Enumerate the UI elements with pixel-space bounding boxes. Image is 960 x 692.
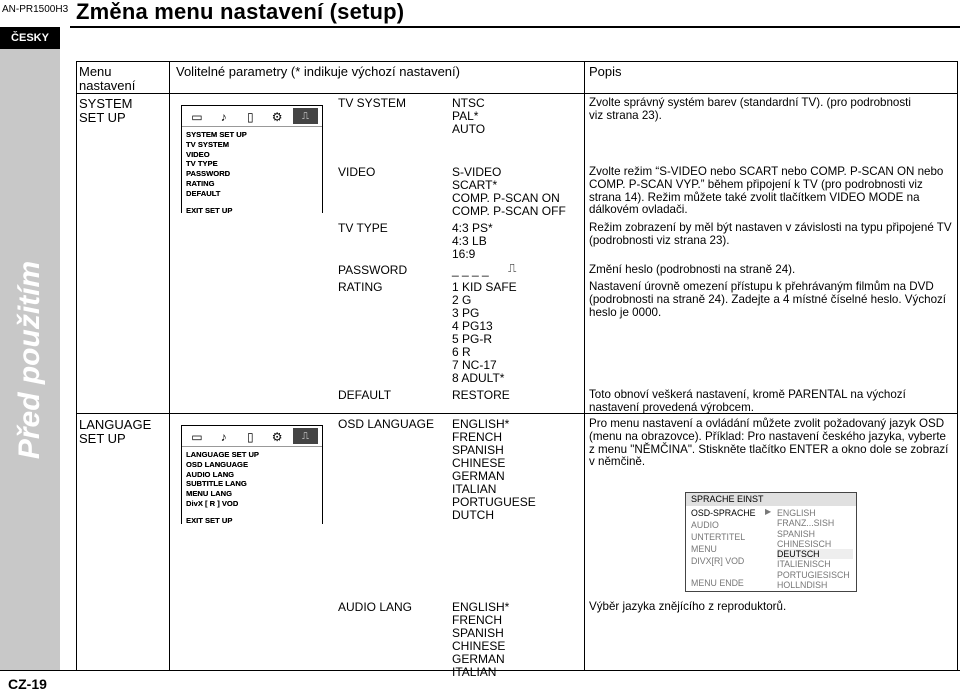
model-number: AN-PR1500H3 [2,4,69,15]
language-osd-menu [181,425,323,524]
param-option: 4:3 PS* [452,221,493,235]
header-desc: Popis [589,64,622,79]
osd-menu-item: VIDEO [186,149,210,159]
param-name: TV TYPE [338,221,388,235]
table-border-top [76,61,958,62]
osd-example-option: CHINESISCH [777,538,832,549]
osd-example-exit: MENU ENDE [691,578,744,588]
language-tab: ČESKY [0,27,60,49]
osd-example-option: SPANISH [777,528,815,539]
remote-icon: ▯ [247,110,254,124]
param-option: DUTCH [452,508,494,522]
param-option: ENGLISH* [452,600,510,614]
col-divider-1 [169,61,170,670]
param-name: OSD LANGUAGE [338,417,435,431]
page-title: Změna menu nastavení (setup) [76,0,405,24]
param-option: SCART* [452,178,498,192]
param-option: _ _ _ _ [452,263,489,277]
param-name: AUDIO LANG [338,600,413,614]
monitor-icon: ▭ [191,110,203,124]
param-option: GERMAN [452,652,505,666]
param-option: SPANISH [452,443,504,457]
osd-example-item: UNTERTITEL [691,532,746,542]
osd-example-option: ENGLISH [777,508,816,518]
param-option: FRENCH [452,613,502,627]
param-option: ITALIAN [452,665,497,679]
speaker-icon: ♪ [220,110,227,124]
param-name: VIDEO [338,165,376,179]
osd-exit-item: EXIT SET UP [186,205,233,215]
param-option: ITALIAN [452,482,497,496]
param-option: AUTO [452,122,486,136]
speaker-icon: ♪ [220,430,227,444]
settings-icon: ⚙ [271,430,283,444]
param-option: 2 G [452,293,472,307]
osd-example-item: DIVX[R] VOD [691,556,745,566]
table-border-right [957,61,958,670]
osd-menu-item: TV SYSTEM [186,139,230,149]
settings-icon: ⚙ [271,110,283,124]
osd-example-item: AUDIO [691,520,719,530]
osd-example-option: DEUTSCH [777,549,853,559]
param-description: Nastavení úrovně omezení přístupu k přehrávaným filmům na DVD (podrobnosti na straně 24). Zadejte a 4 místné číselné heslo. Výchozí heslo je 0000. [589,280,947,319]
osd-menu-item: LANGUAGE SET UP [186,450,259,459]
osd-example-option: HOLLNDISH [777,580,828,591]
param-option: 4 PG13 [452,319,493,333]
param-option: FRENCH [452,430,502,444]
sidebar-label: Před použitím [13,260,46,459]
monitor-icon: ▭ [191,430,203,444]
param-option: 4:3 LB [452,234,487,248]
param-option: ENGLISH* [452,417,510,431]
param-description: Režim zobrazení by měl být nastaven v závislosti na typu připojené TV (podrobnosti viz strana 23). [589,221,952,247]
lock-icon: ⎍ [293,108,318,124]
param-name: PASSWORD [338,263,408,277]
header-divider [76,93,958,94]
remote-icon: ▯ [247,430,254,444]
title-rule [70,26,960,28]
param-option: COMP. P-SCAN OFF [452,204,566,218]
param-option: S-VIDEO [452,165,502,179]
param-option: RESTORE [452,388,510,402]
osd-menu-item: PASSWORD [186,169,231,179]
param-option: NTSC [452,96,485,110]
param-option: 3 PG [452,306,480,320]
lock-icon: ⎍ [508,261,517,275]
osd-menu-item: TV TYPE [186,159,218,169]
menu-system-setup: SYSTEM SET UP [79,96,133,125]
osd-menu-item: MENU LANG [186,489,232,499]
german-osd-example [685,492,857,592]
col-divider-2 [584,61,585,670]
header-params: Volitelné parametry (* indikuje výchozí nastavení) [176,64,460,79]
param-name: RATING [338,280,383,294]
param-option: COMP. P-SCAN ON [452,191,560,205]
param-option: 6 R [452,345,471,359]
system-osd-menu [181,105,323,213]
table-border-left [76,61,77,670]
param-option: SPANISH [452,626,504,640]
osd-menu-item: SUBTITLE LANG [186,479,247,489]
osd-menu-item: RATING [186,178,215,188]
param-option: 16:9 [452,247,476,261]
lock-icon: ⎍ [293,428,318,444]
param-name: DEFAULT [338,388,392,402]
osd-menu-item: OSD LANGUAGE [186,459,249,469]
osd-example-header: SPRACHE EINST [686,493,856,506]
osd-menu-item: DEFAULT [186,188,221,198]
param-description: Výběr jazyka znějícího z reproduktorů. [589,600,787,613]
osd-example-option: PORTUGIESISCH [777,569,850,580]
table-border-bottom [76,670,958,671]
osd-menu-item: AUDIO LANG [186,469,235,479]
osd-menu-item: SYSTEM SET UP [186,130,247,139]
page-number: CZ-19 [8,676,47,692]
param-option: 8 ADULT* [452,371,505,385]
arrow-right-icon: ▶ [765,507,772,516]
param-name: TV SYSTEM [338,96,407,110]
param-option: 1 KID SAFE [452,280,517,294]
osd-menu-item: DivX [ R ] VOD [186,498,239,508]
param-description: Toto obnoví veškerá nastavení, kromě PARENTAL na výchozí nastavení provedená výrobcem. [589,388,906,414]
param-option: CHINESE [452,639,506,653]
menu-language-setup: LANGUAGE SET UP [79,417,152,446]
param-description: Zvolte režim “S-VIDEO nebo SCART nebo COMP. P-SCAN ON nebo COMP. P-SCAN VYP.” během připojení k TV (pro podrobnosti viz strana 14). Režim můžete také zvolit tlačítkem VIDEO MODE na dálkovém ovladači. [589,165,944,217]
header-menu: Menu nastavení [79,64,136,93]
param-option: 5 PG-R [452,332,493,346]
osd-example-item: MENU [691,544,717,554]
param-option: CHINESE [452,456,506,470]
param-description: Pro menu nastavení a ovládání můžete zvolit požadovaný jazyk OSD (menu na obrazovce). Příklad: Pro nastavení českého jazyka, vyberte z menu "NĚMČINA". Stiskněte tlačítko ENTER a okno dole se zobrazí v němčině. [589,417,949,469]
param-option: 7 NC-17 [452,358,497,372]
param-option: PAL* [452,109,479,123]
param-option: PORTUGUESE [452,495,536,509]
param-description: Zvolte správný systém barev (standardní TV). (pro podrobnosti viz strana 23). [589,96,911,122]
param-description: Změní heslo (podrobnosti na straně 24). [589,263,796,276]
param-option: GERMAN [452,469,505,483]
osd-exit-item: EXIT SET UP [186,515,233,525]
osd-example-option: FRANZ...SISH [777,518,835,529]
osd-example-item: OSD-SPRACHE [691,508,756,518]
osd-example-option: ITALIENISCH [777,559,831,570]
